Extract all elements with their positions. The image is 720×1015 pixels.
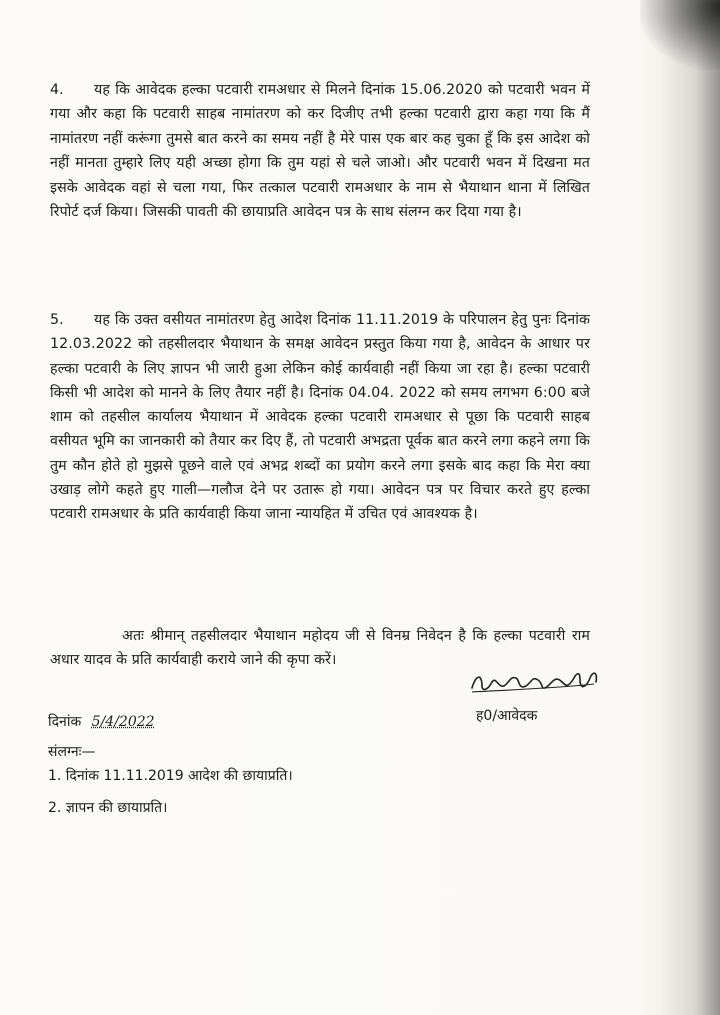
date-line <box>48 712 155 731</box>
enclosure-item: 1. दिनांक 11.11.2019 आदेश की छायाप्रति। <box>48 768 293 784</box>
paragraph-5-number: 5. <box>50 312 64 328</box>
date-label: दिनांक <box>48 714 82 730</box>
enclosures-heading: संलग्नः— <box>48 744 96 760</box>
handwritten-signature <box>468 664 618 700</box>
paragraph-5 <box>50 308 595 527</box>
closing-request-text: अतः श्रीमान् तहसीलदार भैयाथान महोदय जी से विनम्र निवेदन है कि हल्का पटवारी राम अधार यादव के प्रति कार्यवाही कराये जाने की कृपा करें। <box>50 628 595 669</box>
enclosure-item: 2. ज्ञापन की छायाप्रति। <box>48 800 168 816</box>
date-value: 5/4/2022 <box>91 714 155 730</box>
paragraph-4-number: 4. <box>50 82 64 98</box>
paragraph-4-text: यह कि आवेदक हल्का पटवारी रामअधार से मिलने दिनांक 15.06.2020 को पटवारी भवन में गया और कहा कि पटवारी साहब नामांतरण को कर दिजीए तभी हल्का पटवारी द्वारा कहा गया कि मैं नामांतरण नहीं करूंगा तुमसे बात करने का समय नहीं है मेरे पास एक बार कह चुका हूँ कि इस आदेश को नहीं मानता तुम्हारे लिए यही अच्छा होगा कि तुम यहां से चले जाओ। और पटवारी भवन में दिखना मत इसके आवेदक वहां से चला गया, फिर तत्काल पटवारी रामअधार के नाम से भैयाथान थाना में लिखित रिपोर्ट दर्ज किया। जिसकी पावती की छायाप्रति आवेदन पत्र के साथ संलग्न कर दिया गया है। <box>50 82 595 221</box>
scan-edge-shadow <box>660 0 720 1015</box>
paragraph-4 <box>50 78 595 224</box>
paragraph-5-text: यह कि उक्त वसीयत नामांतरण हेतु आदेश दिनांक 11.11.2019 के परिपालन हेतु पुनः दिनांक 12.03.2022 को तहसीलदार भैयाथान के समक्ष आवेदन प्रस्तुत किया गया है, आवेदन के आधार पर हल्का पटवारी के लिए ज्ञापन भी जारी हुआ लेकिन कोई कार्यवाही नहीं किया जा रहा है। हल्का पटवारी किसी भी आदेश को मानने के लिए तैयार नहीं है। दिनांक 04.04. 2022 को समय लगभग 6:00 बजे शाम को तहसील कार्यालय भैयाथान में आवेदक हल्का पटवारी रामअधार से पूछा कि पटवारी साहब वसीयत भूमि का जानकारी को तैयार कर दिए हैं, तो पटवारी अभद्रता पूर्वक बात करने लगा कहने लगा कि तुम कौन होते हो मुझसे पूछने वाले एवं अभद्र शब्दों का प्रयोग करने लगा इसके बाद कहा कि मेरा क्या उखाड़ लोगे कहते हुए गाली—गलौज देने पर उतारू हो गया। आवेदन पत्र पर विचार करते हुए हल्का पटवारी रामअधार के प्रति कार्यवाही किया जाना न्यायहित में उचित एवं आवश्यक है। <box>50 312 595 523</box>
signature-label: ह0/आवेदक <box>476 708 538 724</box>
scan-edge-smudge <box>640 0 720 70</box>
